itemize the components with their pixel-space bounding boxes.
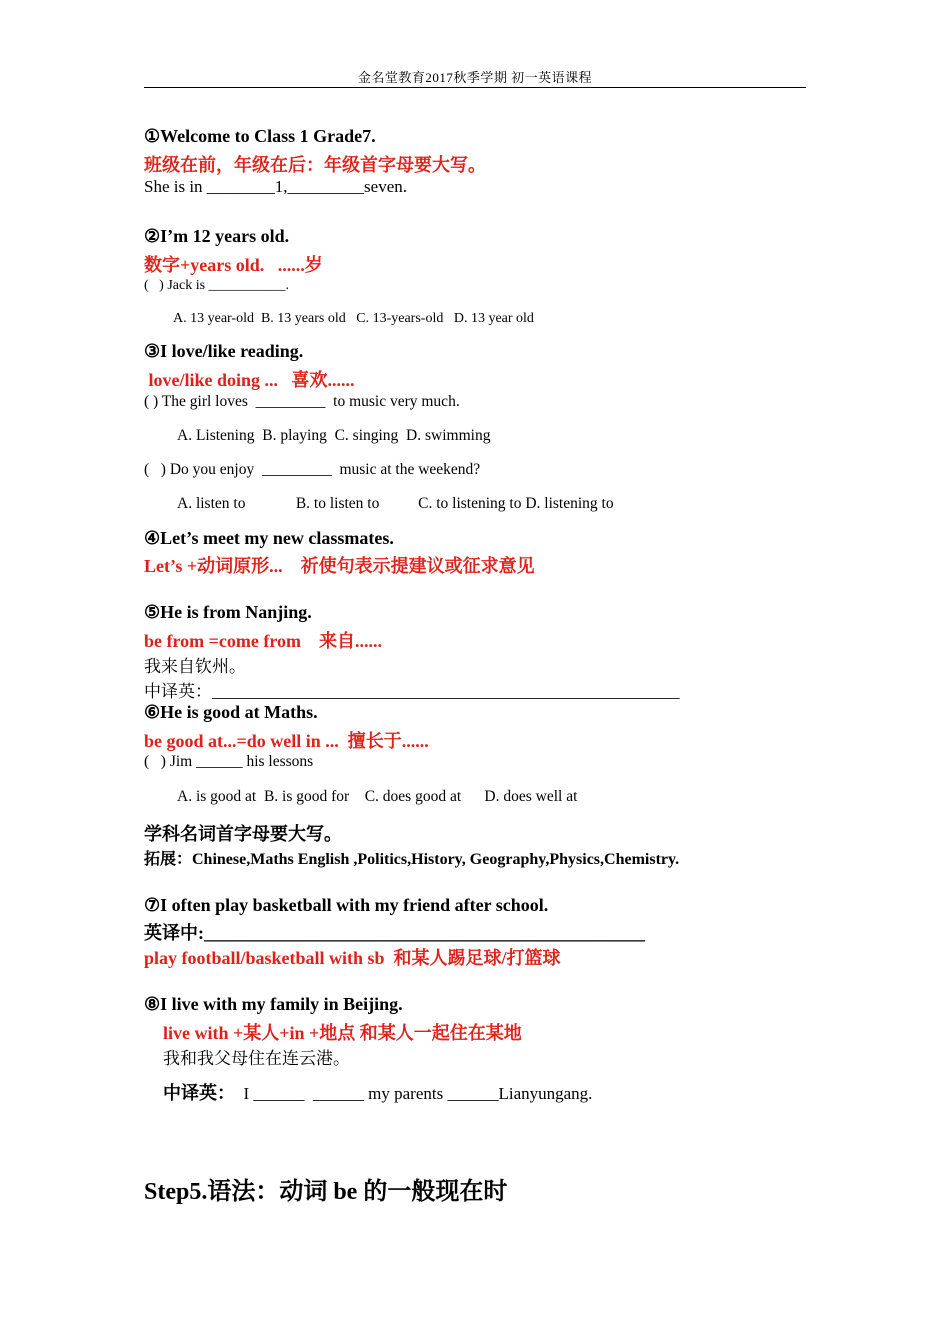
section-6-title: ⑥He is good at Maths. — [144, 702, 318, 722]
section-3-question-2: ( ) Do you enjoy _________ music at the weekend? — [144, 461, 481, 478]
section-1-exercise: She is in ________1,_________seven. — [144, 177, 408, 196]
section-2-options: A. 13 year-old B. 13 years old C. 13-years-old D. 13 year old — [173, 311, 534, 326]
section-6-question: ( ) Jim ______ his lessons — [144, 753, 314, 770]
step-5-heading: Step5.语法：动词 be 的一般现在时 — [144, 1179, 508, 1205]
section-2-note: 数字+years old. ......岁 — [144, 255, 323, 275]
section-6-options: A. is good at B. is good for C. does good at D. does well at — [177, 788, 578, 805]
section-3-title: ③I love/like reading. — [144, 341, 304, 361]
section-3-note: love/like doing ... 喜欢...... — [144, 370, 355, 390]
section-5-note: be from =come from 来自...... — [144, 631, 383, 651]
section-8-title: ⑧I live with my family in Beijing. — [144, 994, 403, 1014]
section-5-chinese: 我来自钦州。 — [144, 657, 246, 676]
section-8-note: live with +某人+in +地点 和某人一起住在某地 — [163, 1023, 522, 1043]
section-4-title: ④Let’s meet my new classmates. — [144, 528, 394, 548]
section-3-question-1-options: A. Listening B. playing C. singing D. swimming — [177, 427, 491, 444]
header-rule — [144, 87, 806, 88]
section-5-translate: 中译英：_______________________________________________________ — [144, 682, 680, 701]
section-3-question-1: ( ) The girl loves _________ to music very much. — [144, 393, 460, 410]
section-8-translate — [163, 1079, 592, 1105]
section-7-translate: 英译中:_________________________________________________ — [144, 923, 645, 943]
section-6-extension: 拓展：Chinese,Maths English ,Politics,History, Geography,Physics,Chemistry. — [144, 851, 680, 868]
section-6-subject-note: 学科名词首字母要大写。 — [144, 824, 342, 844]
section-5-title: ⑤He is from Nanjing. — [144, 602, 312, 622]
section-1-note: 班级在前，年级在后：年级首字母要大写。 — [144, 155, 486, 175]
section-2-title: ②I’m 12 years old. — [144, 226, 290, 246]
section-7-title: ⑦I often play basketball with my friend after school. — [144, 895, 549, 915]
section-3-question-2-options: A. listen to B. to listen to C. to listening to D. listening to — [177, 495, 614, 512]
section-8-chinese: 我和我父母住在连云港。 — [163, 1049, 350, 1068]
section-8-translate-label: 中译英： — [163, 1083, 235, 1103]
section-4-note: Let’s +动词原形... 祈使句表示提建议或征求意见 — [144, 556, 535, 576]
section-8-translate-blank: I ______ ______ my parents ______Lianyungang. — [235, 1084, 593, 1103]
section-2-question: ( ) Jack is ___________. — [144, 278, 290, 293]
section-7-note: play football/basketball with sb 和某人踢足球/打篮球 — [144, 948, 561, 968]
section-6-note: be good at...=do well in ... 擅长于...... — [144, 731, 429, 751]
page-header: 金名堂教育2017秋季学期 初一英语课程 — [357, 70, 593, 85]
section-1-title: ①Welcome to Class 1 Grade7. — [144, 126, 376, 146]
